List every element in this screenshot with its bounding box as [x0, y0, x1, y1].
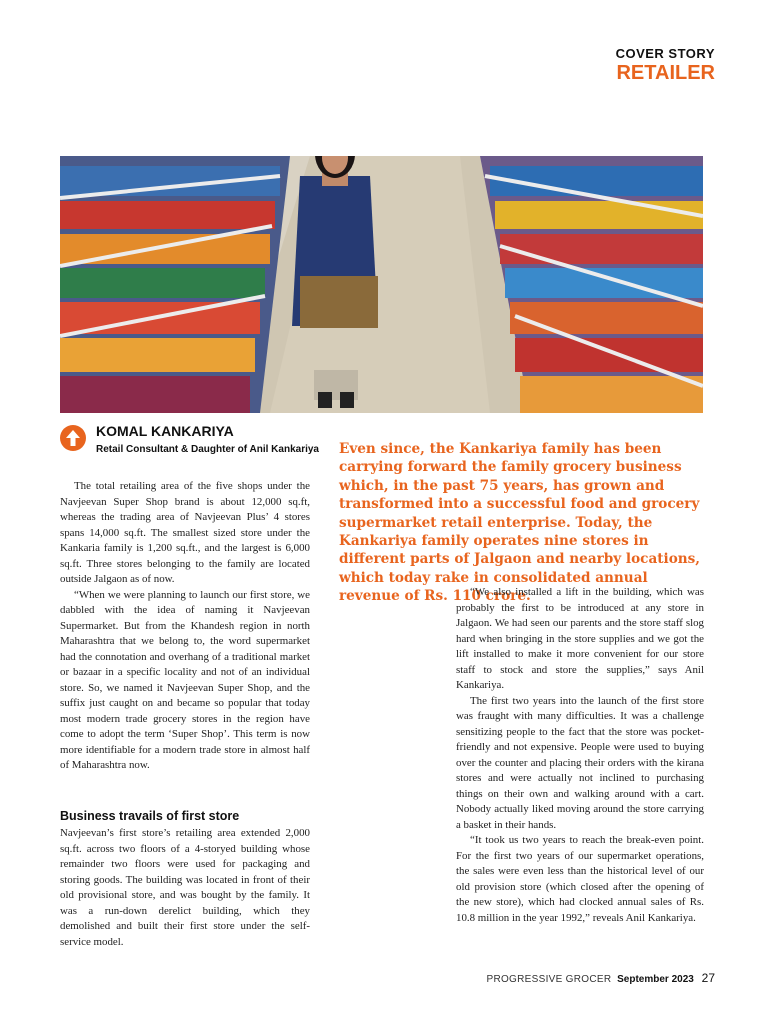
page-number: 27: [701, 971, 715, 985]
paragraph: “It took us two years to reach the break-even point. For the first two years of our supermarket operations, the sales were even less than the historical level of our old provision store (which closed after the opening of the new store), which had clocked annual sales of Rs. 10.8 million in the year 1992,” reveals Anil Kankariya.: [456, 834, 704, 924]
page-footer: [486, 971, 715, 985]
paragraph: “We also installed a lift in the building, which was probably the first to be introduced at any store in Jalgaon. We had seen our parents and the store staff slog hard when bringing in the store supplies and we got the lift installed to make it more convenient for our store staff to stock and store the supplies,” says Anil Kankariya.: [456, 586, 704, 691]
store-photo: [60, 156, 703, 413]
caption-name: KOMAL KANKARIYA: [96, 423, 234, 439]
section-label: COVER STORY: [615, 46, 715, 61]
column-right: [456, 585, 704, 926]
paragraph: Navjeevan’s first store’s retailing area extended 2,000 sq.ft. across two floors of a 4-storyed building whose remainder two floors were used for packaging and storing goods. The building was located in front of their old provisional store, and was bought by the family. It was a run-down derelict building, which they demolished and built their first store under the self-service model.: [60, 827, 310, 948]
paragraph: “When we were planning to launch our first store, we dabbled with the idea of naming it Navjeevan Supermarket. But from the Khandesh region in north Maharashtra that we belong to, the word supermarket had the connotation and overhang of a traditional market or bazaar in a specific locality and not of an individual store. So, we named it Navjeevan Super Shop, and the suffix just caught on and became so popular that today most modern trade grocery stores in the region have come to adopt the term ‘Super Shop’. This term is now more identifiable for a modern trade store in almost half of Maharashtra now.: [60, 588, 310, 771]
caption-role: Retail Consultant & Daughter of Anil Kankariya: [96, 444, 319, 455]
paragraph: The total retailing area of the five shops under the Navjeevan Super Shop brand is about 12,000 sq.ft, whereas the trading area of Navjeevan Plus’ 4 stores spans 14,000 sq.ft. The smallest sized store under the Kankaria family is 1,200 sq.ft., and the largest is 6,000 sq.ft. Three stores belonging to the family are located outside Jalgaon as of now.: [60, 480, 310, 585]
magazine-name: PROGRESSIVE GROCER: [486, 974, 612, 985]
section-business-travails: [60, 808, 310, 950]
category-label: RETAILER: [616, 62, 715, 84]
paragraph: The first two years into the launch of the first store was fraught with many difficulties. It was a challenge sensitizing people to the fact that the store was pocket-friendly and not expensive. People were used to buying over the counter and placing their orders with the kirana stores and were actually not inclined to purchasing things on their own and walking around with a cart. Nobody actually liked moving around the store carrying a basket in their hands.: [456, 694, 704, 831]
issue-month: September 2023: [617, 974, 694, 985]
column-left: [60, 479, 310, 774]
subheading: Business travails of first store: [60, 809, 240, 823]
pull-quote: Even since, the Kankariya family has been carrying forward the family grocery business which, in the past 75 years, has grown and transformed into a successful food and grocery supermarket retail enterprise. Today, the Kankariya family operates nine stores in different parts of Jalgaon and nearby locations, which today rake in consolidated annual revenue of Rs. 110 crore.: [339, 441, 701, 605]
section-header: [616, 46, 715, 85]
arrow-up-icon: [60, 425, 86, 451]
